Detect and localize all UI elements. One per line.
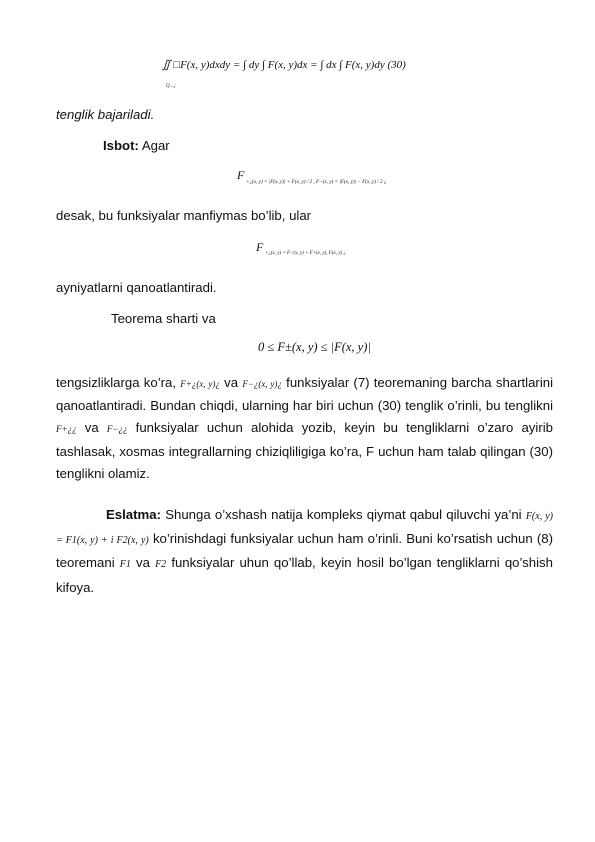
para2-text-2: ko’rinishdagi funksiyalar uchun ham o’rinli. Buni ko’rsatish uchun (8) teoremani	[56, 531, 553, 571]
formula-f-sum-subscript	[265, 251, 346, 256]
formula-f-plus-minus	[237, 168, 244, 183]
para2-text-1: Shunga o’xshash natija kompleks qiymat qabul qiluvchi ya’ni	[165, 507, 522, 522]
para2-formula-f1: F1	[119, 559, 131, 571]
formula-f-sum-main: F	[256, 240, 264, 254]
line-desak	[56, 205, 311, 227]
formula-f-sum	[256, 240, 263, 255]
line-tenglik-text: tenglik bajariladi.	[56, 107, 155, 122]
formula-f-sub-text: +¿(x, y) = |F(x, y)| + F(x, y) / 2 , F−(x, y) = |F(x, y)| − F(x, y) / 2 ¿	[246, 179, 387, 185]
formula-inequality	[258, 340, 371, 355]
para2-text-4: funksiyalar uhun qo’llab, keyin hosil bo’lgan tengliklarni qo’shish kifoya.	[56, 555, 553, 595]
line-desak-text: desak, bu funksiyalar manfiymas bo’lib, ular	[56, 208, 312, 223]
formula-f-sum-sub-text: +¿(x, y) = F−(x, y) + F+(x, y), F(x, y) ¿	[265, 251, 346, 256]
para1-text-5: funksiyalar uchun alohida yozib, keyin bu tengliklarni o’zaro ayirib tashlasak, xosmas integrallarning chiziqliligiga ko’ra, F uchun ham talab qilingan (30) tenglikni olamiz.	[56, 420, 553, 481]
formula-30-region	[166, 84, 176, 89]
formula-inequality-text: 0 ≤ F±(x, y) ≤ |F(x, y)|	[258, 340, 371, 354]
para2-formula-complex: F(x, y) = F1(x, y) + i F2(x, y)	[56, 511, 553, 547]
para1-text-4: va	[84, 420, 99, 436]
para1-formula-fplus: F+¿(x, y)¿	[180, 379, 220, 389]
isbot-text: Agar	[141, 138, 170, 153]
formula-30-text: ∬ □F(x, y)dxdy = ∫ dy ∫ F(x, y)dx = ∫ dx ∫ F(x, y)dy (30)	[162, 59, 406, 71]
para1-text-2: va	[224, 375, 239, 390]
para2-formula-f2: F2	[155, 559, 167, 571]
paragraph-eslatma	[56, 504, 553, 599]
para1-formula-fminus: F−¿(x, y)¿	[242, 379, 282, 389]
para1-formula-fminus-short: F−¿¿	[106, 424, 128, 435]
eslatma-label: Eslatma:	[106, 507, 161, 522]
line-tenglik	[56, 104, 154, 126]
para1-text-1: tengsizliklarga ko’ra,	[56, 375, 177, 390]
line-ayniyat	[56, 277, 217, 299]
line-teorema-text: Teorema sharti va	[111, 311, 216, 326]
formula-f-subscript	[246, 179, 386, 185]
formula-30-region-text: Q...¿	[166, 84, 176, 89]
formula-30	[162, 58, 406, 71]
line-ayniyat-text: ayniyatlarni qanoatlantiradi.	[56, 280, 217, 295]
isbot-label: Isbot:	[103, 138, 139, 153]
isbot-line	[103, 135, 170, 157]
paragraph-proof	[56, 372, 553, 485]
formula-f-main: F	[237, 168, 245, 182]
para2-text-3: va	[136, 555, 150, 571]
para1-text-3: funksiyalar (7) teoremaning barcha shartlarini qanoatlantiradi. Bundan chiqdi, ularning har biri uchun (30) tenglik o’rinli, bu tenglikni	[56, 375, 554, 414]
line-teorema	[111, 308, 216, 330]
para1-formula-fplus-short: F+¿¿	[56, 424, 77, 435]
